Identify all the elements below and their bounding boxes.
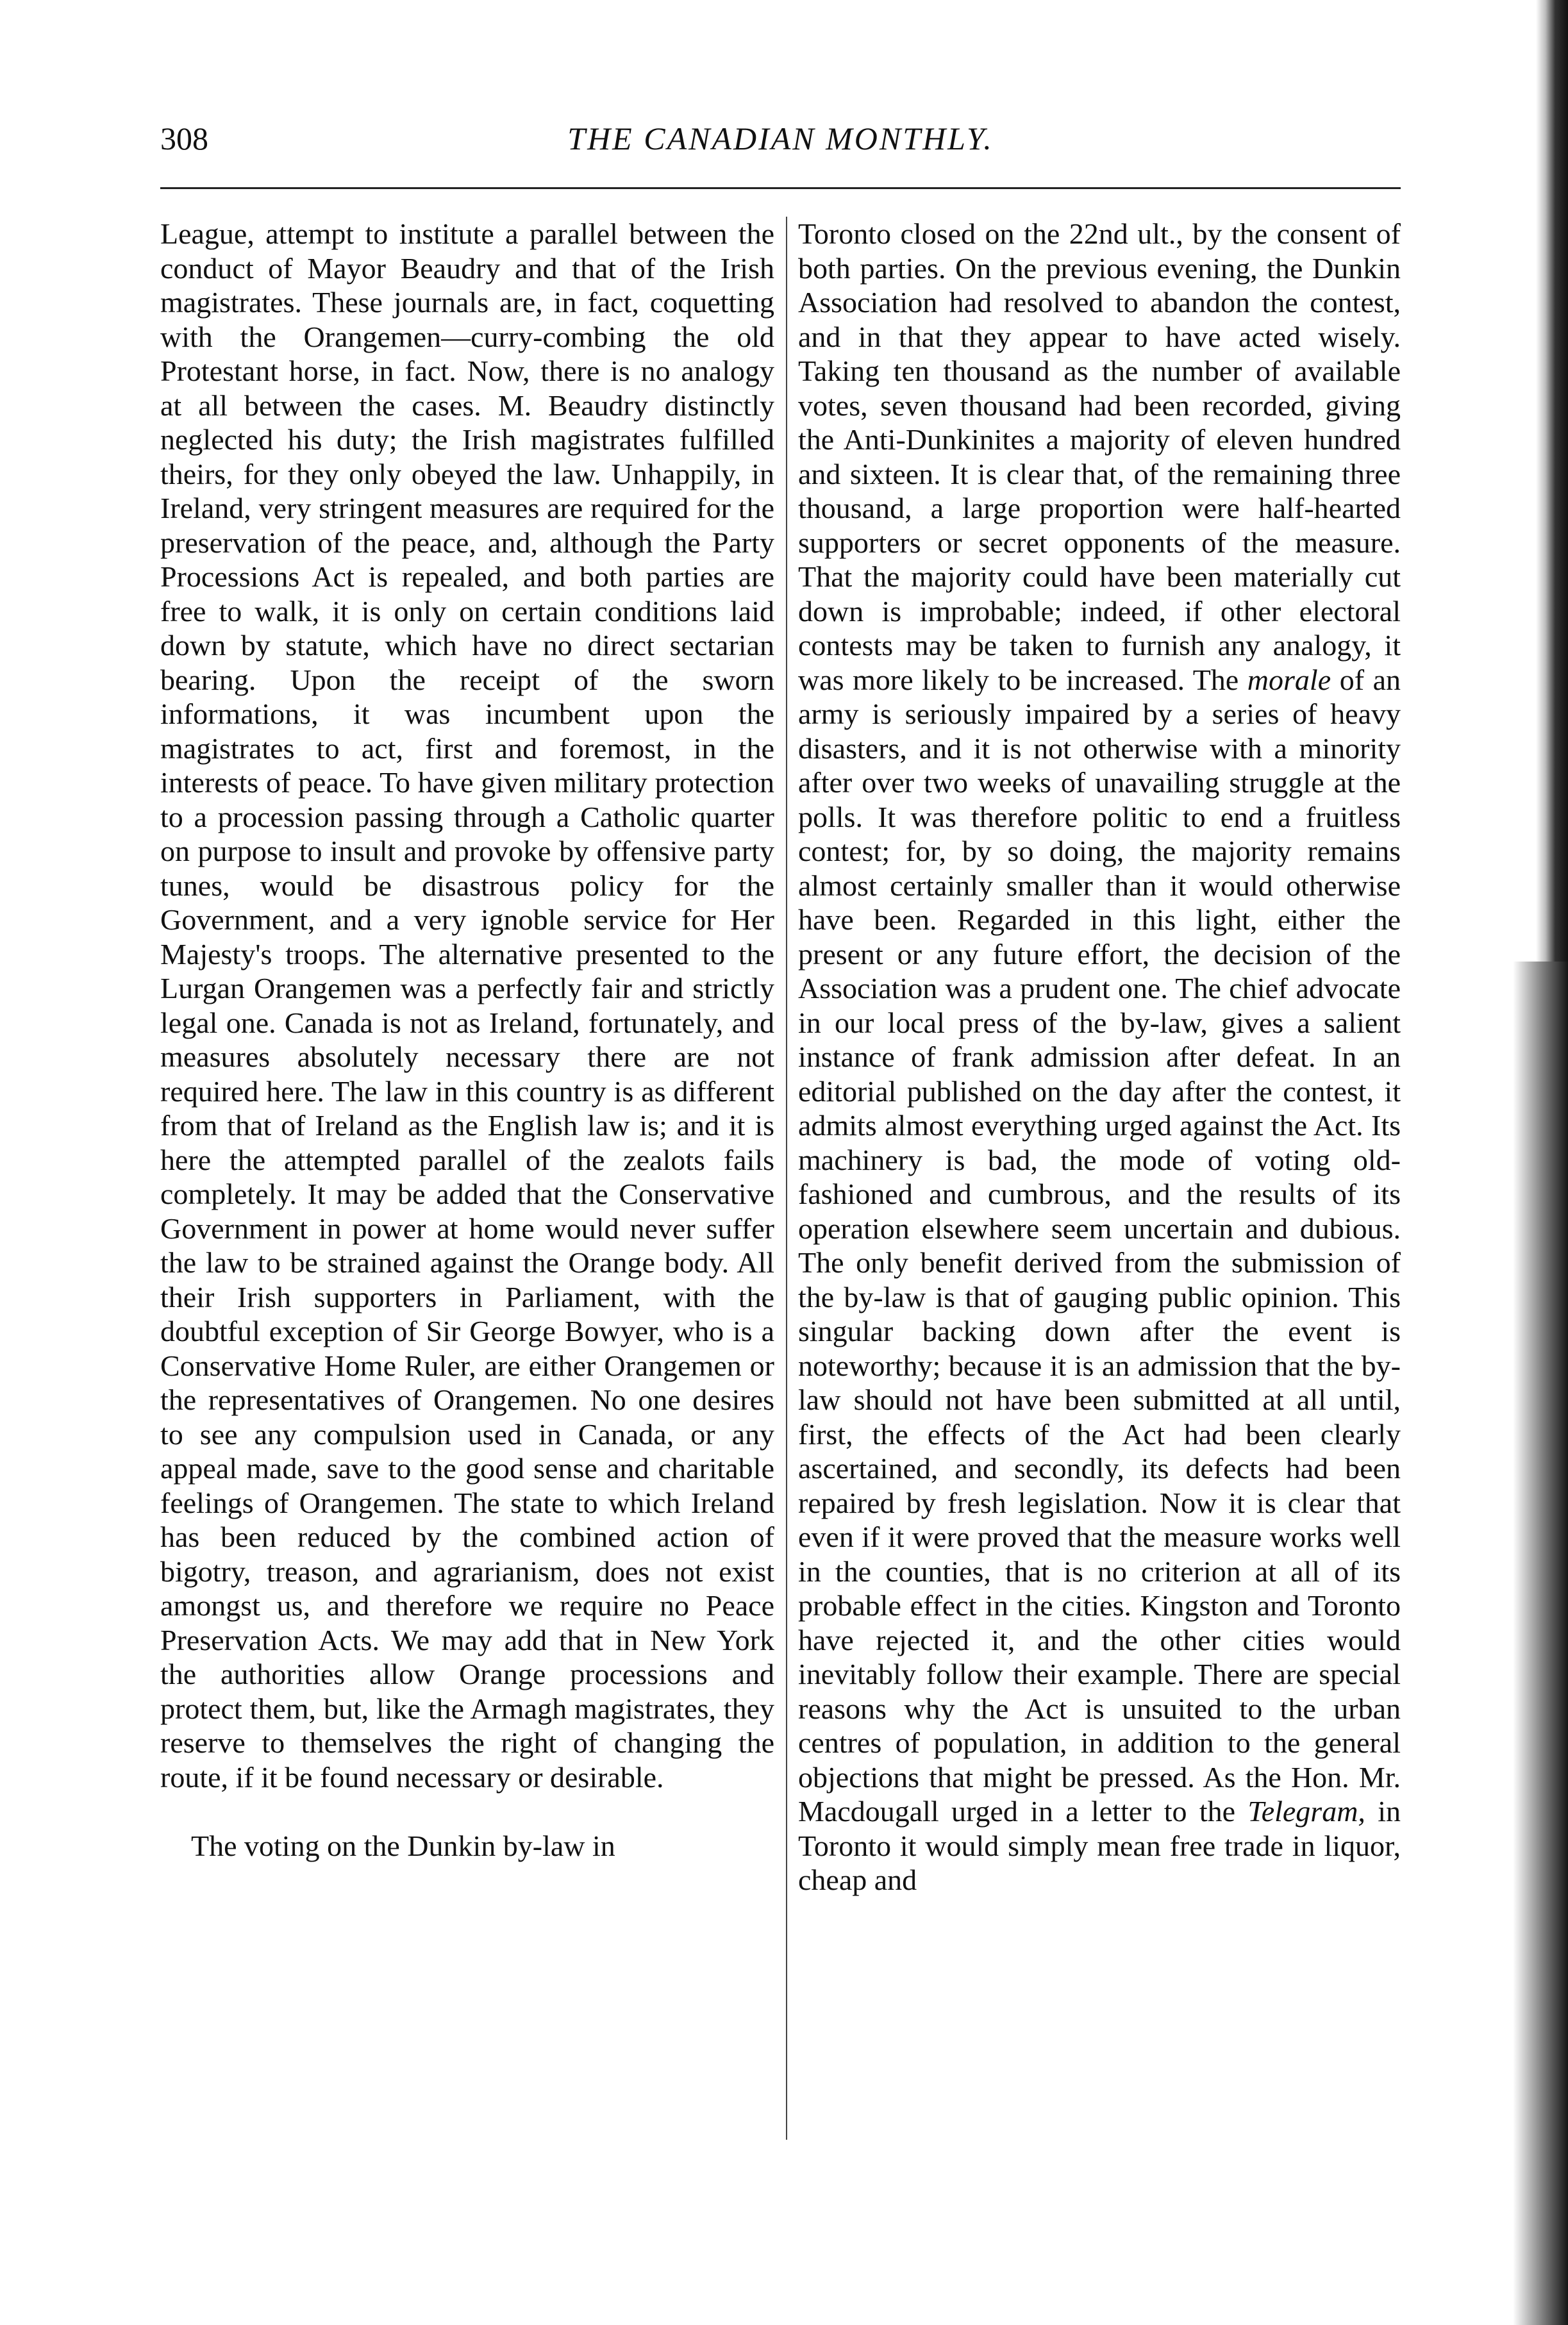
left-column <box>160 217 774 2153</box>
header-rule <box>160 187 1401 189</box>
italic-telegram: Telegram, <box>1247 1795 1365 1828</box>
italic-morale: morale <box>1247 663 1331 696</box>
column-divider <box>786 217 787 2140</box>
page-number: 308 <box>160 121 208 156</box>
right-paragraph-1 <box>798 217 1401 1897</box>
running-title: THE CANADIAN MONTHLY. <box>567 121 994 156</box>
left-paragraph-1: League, attempt to institute a parallel between the conduct of Mayor Beaudry and that of the Irish magistrates. These journals are, in fact, coquetting with the Orangemen—curry-combing the old Protestant horse, in fact. Now, there is no analogy at all between the cases. M. Beaudry distinctly neglected his duty; the Irish magistrates fulfilled theirs, for they only obeyed the law. Unhappily, in Ireland, very stringent measures are required for the preservation of the peace, and, although the Party Processions Act is repealed, and both parties are free to walk, it is only on certain conditions laid down by statute, which have no direct sectarian bearing. Upon the receipt of the sworn informations, it was incumbent upon the magistrates to act, first and foremost, in the interests of peace. To have given military protection to a procession passing through a Catholic quarter on purpose to insult and provoke by offensive party tunes, would be disastrous policy for the Government, and a very ignoble service for Her Majesty's troops. The alternative presented to the Lurgan Orangemen was a perfectly fair and strictly legal one. Canada is not as Ireland, fortunately, and measures absolutely necessary there are not required here. The law in this country is as different from that of Ireland as the English law is; and it is here the attempted parallel of the zealots fails completely. It may be added that the Conservative Government in power at home would never suffer the law to be strained against the Orange body. All their Irish supporters in Parliament, with the doubtful exception of Sir George Bowyer, who is a Conservative Home Ruler, are either Orangemen or the representatives of Orangemen. No one desires to see any compulsion used in Canada, or any appeal made, save to the good sense and charitable feelings of Orangemen. The state to which Ireland has been reduced by the combined action of bigotry, treason, and agrarianism, does not exist amongst us, and therefore we require no Peace Preservation Acts. We may add that in New York the authorities allow Orange processions and protect them, but, like the Armagh magistrates, they reserve to themselves the right of changing the route, if it be found necessary or desirable. <box>160 217 774 1794</box>
right-text-part-3: in Toronto it would simply mean free trade in liquor, cheap and <box>798 1795 1401 1896</box>
left-paragraph-2: The voting on the Dunkin by-law in <box>191 1829 615 1862</box>
right-text-part-2: of an army is seriously impaired by a series of heavy disasters, and it is not otherwise with a minority after over two weeks of unavailing struggle at the polls. It was therefore politic to end a fruitless contest; for, by so doing, the majority remains almost certainly smaller than it would otherwise have been. Regarded in this light, either the present or any future effort, the decision of the Association was a prudent one. The chief advocate in our local press of the by-law, gives a salient instance of frank admission after defeat. In an editorial published on the day after the contest, it admits almost everything urged against the Act. Its machinery is bad, the mode of voting old-fashioned and cumbrous, and the results of its operation elsewhere seem uncertain and dubious. The only benefit derived from the submission of the by-law is that of gauging public opinion. This singular backing down after the event is noteworthy; because it is an admission that the by-law should not have been submitted at all until, first, the effects of the Act had been clearly ascertained, and secondly, its defects had been repaired by fresh legislation. Now it is clear that even if it were proved that the measure works well in the counties, that is no criterion at all of its probable effect in the cities. Kingston and Toronto have rejected it, and the other cities would inevitably follow their example. There are special reasons why the Act is unsuited to the urban centres of population, in addition to the general objections that might be pressed. As the Hon. Mr. Macdougall urged in a letter to the <box>798 663 1401 1828</box>
right-column <box>798 217 1401 2153</box>
right-text-part-1: Toronto closed on the 22nd ult., by the consent of both parties. On the previous evening, the Dunkin Association had resolved to abandon the contest, and in that they appear to have acted wisely. Taking ten thousand as the number of available votes, seven thousand had been recorded, giving the Anti-Dunkinites a majority of eleven hundred and sixteen. It is clear that, of the remaining three thousand, a large proportion were half-hearted supporters or secret opponents of the measure. That the majority could have been materially cut down is improbable; indeed, if other electoral contests may be taken to furnish any analogy, it was more likely to be increased. The <box>798 217 1401 696</box>
page-header <box>160 115 1401 162</box>
page-edge-shadow-lower <box>1513 962 1568 2325</box>
